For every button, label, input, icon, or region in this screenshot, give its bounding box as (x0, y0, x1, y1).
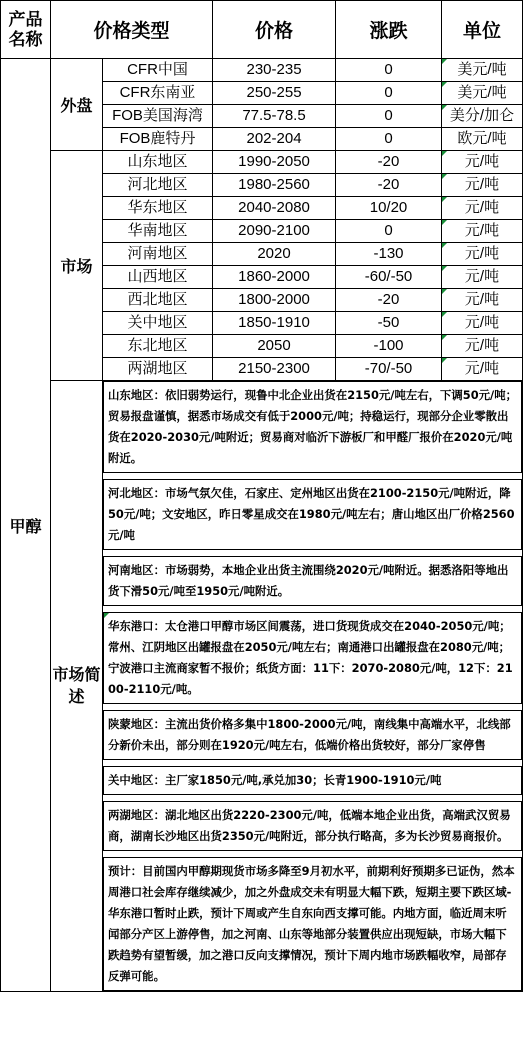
price-change: 0 (336, 82, 442, 105)
price-change: -20 (336, 289, 442, 312)
price-value: 2020 (213, 243, 336, 266)
header-price-type: 价格类型 (51, 1, 213, 59)
price-unit: 美元/吨 (442, 82, 523, 105)
price-value: 77.5-78.5 (213, 105, 336, 128)
price-unit: 元/吨 (442, 358, 523, 381)
price-type: 东北地区 (103, 335, 213, 358)
price-change: 0 (336, 105, 442, 128)
price-change: -20 (336, 174, 442, 197)
price-unit: 元/吨 (442, 243, 523, 266)
price-type: 华东地区 (103, 197, 213, 220)
price-type: 两湖地区 (103, 358, 213, 381)
price-value: 2090-2100 (213, 220, 336, 243)
price-change: -50 (336, 312, 442, 335)
price-value: 202-204 (213, 128, 336, 151)
header-unit: 单位 (442, 1, 523, 59)
price-value: 1980-2560 (213, 174, 336, 197)
price-change: 10/20 (336, 197, 442, 220)
price-unit: 元/吨 (442, 197, 523, 220)
summary-paragraph: 两湖地区：湖北地区出货2220-2300元/吨，低端本地企业出货，高端武汉贸易商，湖南长沙地区出货2350元/吨附近，部分执行略高，多为长沙贸易商报价。 (103, 801, 522, 851)
price-change: 0 (336, 220, 442, 243)
price-value: 250-255 (213, 82, 336, 105)
header-change: 涨跌 (336, 1, 442, 59)
price-type: 华南地区 (103, 220, 213, 243)
price-type: 山西地区 (103, 266, 213, 289)
price-change: 0 (336, 128, 442, 151)
price-change: -100 (336, 335, 442, 358)
price-change: -130 (336, 243, 442, 266)
price-type: 山东地区 (103, 151, 213, 174)
price-change: -20 (336, 151, 442, 174)
price-unit: 欧元/吨 (442, 128, 523, 151)
price-value: 230-235 (213, 59, 336, 82)
header-row (1, 1, 523, 59)
price-unit: 美元/吨 (442, 59, 523, 82)
price-type: 河北地区 (103, 174, 213, 197)
price-unit: 元/吨 (442, 220, 523, 243)
group-foreign: 外盘 (51, 59, 103, 151)
header-price: 价格 (213, 1, 336, 59)
summary-content (103, 381, 523, 992)
summary-paragraph: 华东港口：太仓港口甲醇市场区间震荡，进口货现货成交在2040-2050元/吨；常州、江阴地区出罐报盘在2050元/吨左右；南通港口出罐报盘在2080元/吨；宁波港口主流商家暂不报价；纸货方面：11下：2070-2080元/吨，12下：2100-2110元/吨。 (103, 612, 522, 704)
price-change: -60/-50 (336, 266, 442, 289)
table-row (1, 59, 523, 82)
summary-paragraph: 河南地区：市场弱势，本地企业出货主流围绕2020元/吨附近。据悉洛阳等地出货下滑50元/吨至1950元/吨附近。 (103, 556, 522, 606)
price-unit: 元/吨 (442, 266, 523, 289)
price-value: 1800-2000 (213, 289, 336, 312)
price-unit: 元/吨 (442, 174, 523, 197)
group-summary: 市场简述 (51, 381, 103, 992)
summary-row (1, 381, 523, 992)
price-type: CFR东南亚 (103, 82, 213, 105)
price-type: CFR中国 (103, 59, 213, 82)
price-change: -70/-50 (336, 358, 442, 381)
price-change: 0 (336, 59, 442, 82)
price-type: FOB美国海湾 (103, 105, 213, 128)
price-type: 关中地区 (103, 312, 213, 335)
group-market: 市场 (51, 151, 103, 381)
price-value: 1860-2000 (213, 266, 336, 289)
price-unit: 元/吨 (442, 289, 523, 312)
product-name: 甲醇 (1, 59, 51, 992)
price-unit: 美分/加仑 (442, 105, 523, 128)
price-value: 1850-1910 (213, 312, 336, 335)
price-value: 2150-2300 (213, 358, 336, 381)
summary-paragraph: 河北地区：市场气氛欠佳，石家庄、定州地区出货在2100-2150元/吨附近，降50元/吨；文安地区，昨日零星成交在1980元/吨左右；唐山地区出厂价格2560元/吨 (103, 479, 522, 550)
price-type: 西北地区 (103, 289, 213, 312)
price-value: 2040-2080 (213, 197, 336, 220)
price-value: 2050 (213, 335, 336, 358)
price-value: 1990-2050 (213, 151, 336, 174)
price-type: 河南地区 (103, 243, 213, 266)
table-row (1, 151, 523, 174)
price-unit: 元/吨 (442, 151, 523, 174)
price-unit: 元/吨 (442, 312, 523, 335)
price-type: FOB鹿特丹 (103, 128, 213, 151)
summary-paragraph: 陕蒙地区：主流出货价格多集中1800-2000元/吨，南线集中高端水平，北线部分新价未出，部分则在1920元/吨左右，低端价格出货较好，部分厂家停售 (103, 710, 522, 760)
summary-paragraph: 山东地区：依旧弱势运行，现鲁中北企业出货在2150元/吨左右，下调50元/吨；贸易报盘谨慎，据悉市场成交有低于2000元/吨；持稳运行，现部分企业零散出货在2020-2030元/吨附近；贸易商对临沂下游板厂和甲醛厂报价在2020元/吨附近。 (103, 381, 522, 473)
header-product-name: 产品名称 (1, 1, 51, 59)
price-unit: 元/吨 (442, 335, 523, 358)
summary-paragraph: 关中地区：主厂家1850元/吨,承兑加30；长青1900-1910元/吨 (103, 766, 522, 795)
summary-paragraph: 预计：目前国内甲醇期现货市场多降至9月初水平，前期利好预期多已证伪，然本周港口社会库存继续减少，加之外盘成交未有明显大幅下跌，短期主要下跌区域-华东港口暂时止跌，预计下周或产生自东向西支撑可能。内地方面，临近周末听闻部分产区上游停售，加之河南、山东等地部分装置供应出现短缺，市场大幅下跌趋势有望暂缓，加之港口反向支撑情况，预计下周内地市场跌幅收窄，局部存反弹可能。 (103, 857, 522, 991)
